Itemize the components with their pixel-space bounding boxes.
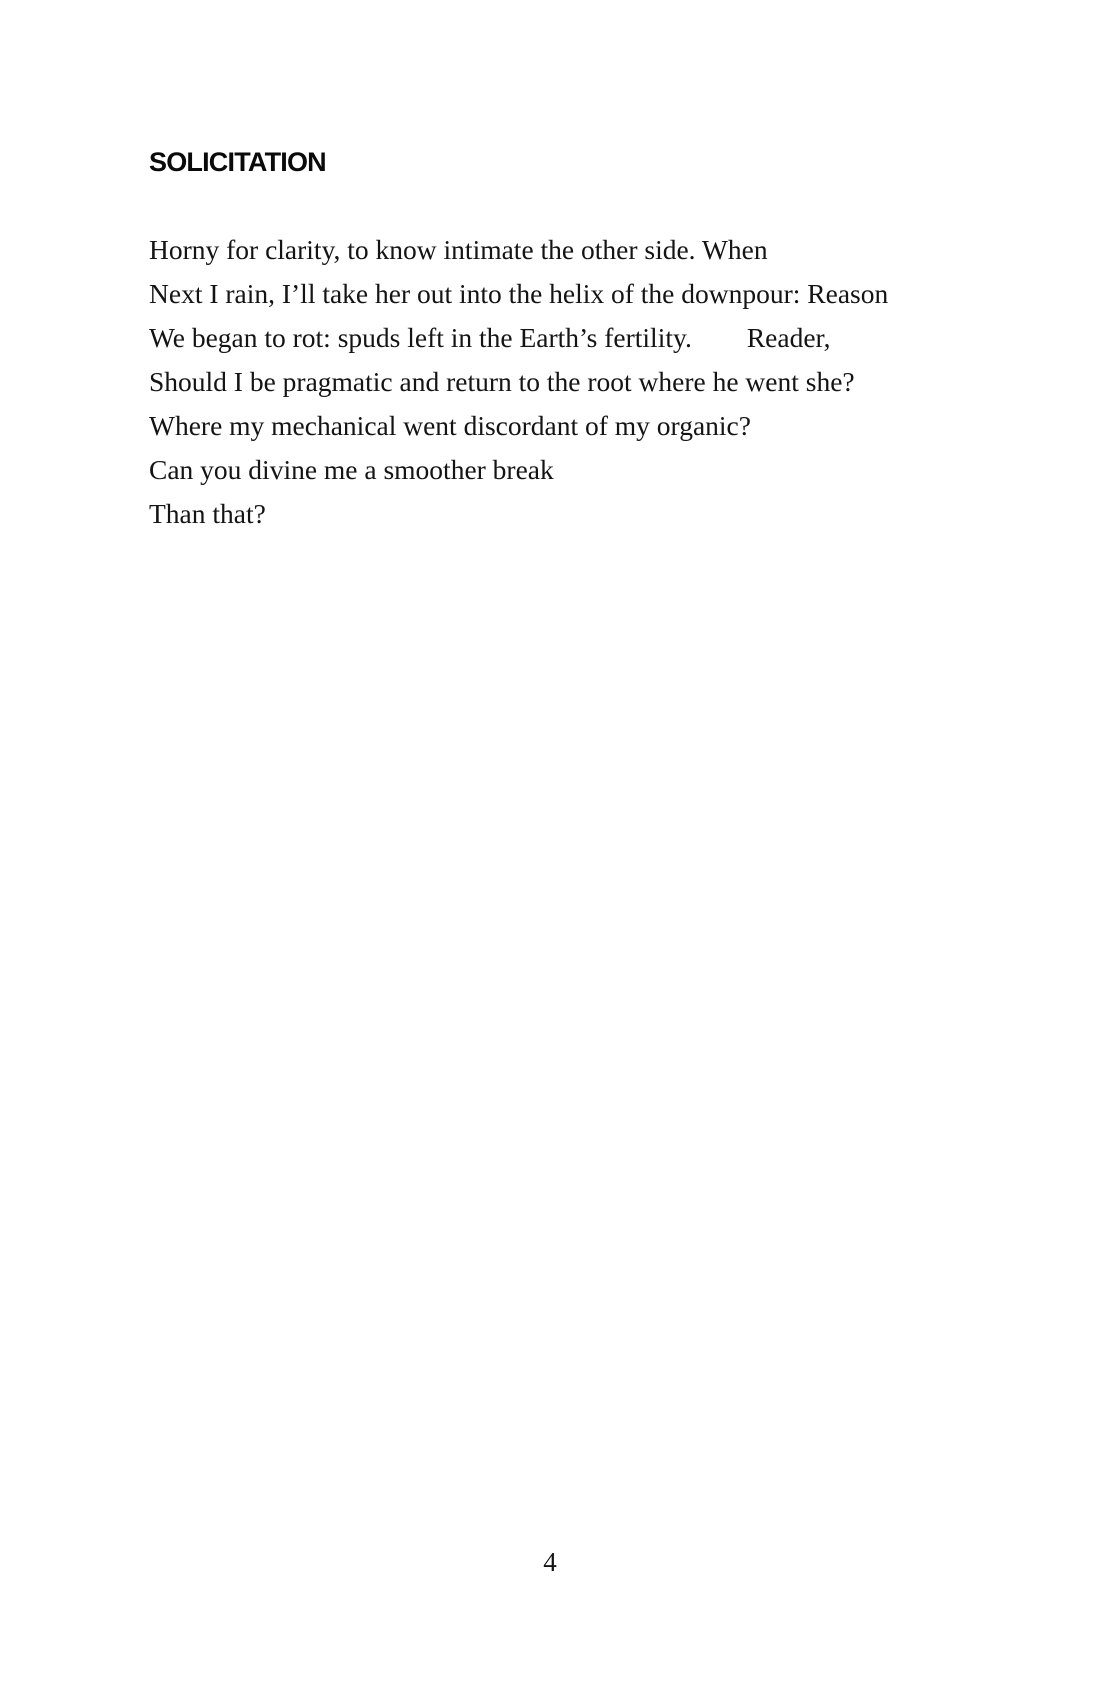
poem-line: Can you divine me a smoother break — [149, 454, 554, 485]
poem-line: Where my mechanical went discordant of my organic? — [149, 410, 751, 441]
poem-line — [149, 316, 969, 360]
poem-line-segment: Reader, — [746, 322, 831, 353]
poem-line: Next I rain, I’ll take her out into the helix of the downpour: Reason — [149, 278, 889, 309]
poem-body — [149, 228, 969, 536]
poem-line: Horny for clarity, to know intimate the other side. When — [149, 234, 768, 265]
poem-line: Than that? — [149, 498, 266, 529]
poem-title: SOLICITATION — [149, 147, 326, 177]
page-number: 4 — [543, 1547, 557, 1577]
poem-line-segment: We began to rot: spuds left in the Earth’s fertility. — [149, 322, 692, 353]
poem-line: Should I be pragmatic and return to the root where he went she? — [149, 366, 855, 397]
